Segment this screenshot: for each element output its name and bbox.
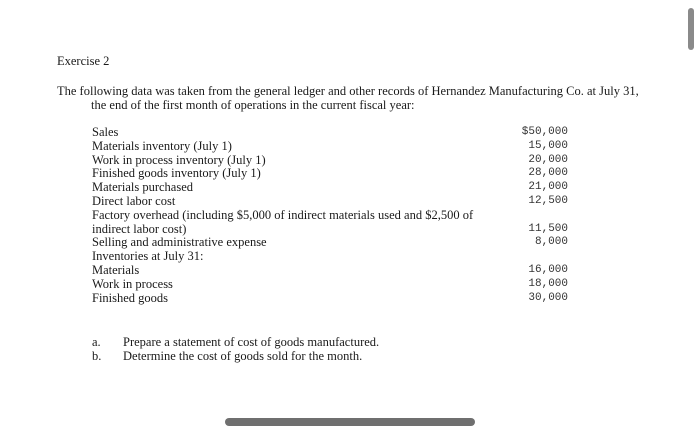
ledger-label: Materials inventory (July 1) — [92, 138, 232, 153]
ledger-table — [92, 126, 568, 305]
ledger-row — [92, 264, 568, 278]
ledger-label: Materials — [92, 262, 140, 277]
ledger-row — [92, 167, 568, 181]
ledger-amount: 28,000 — [528, 167, 568, 180]
ledger-row — [92, 292, 568, 306]
ledger-label: Selling and administrative expense — [92, 235, 267, 250]
task-text: Determine the cost of goods sold for the month. — [123, 349, 363, 363]
ledger-row — [92, 140, 568, 154]
ledger-amount: $50,000 — [521, 126, 568, 138]
task-text: Prepare a statement of cost of goods manufactured. — [123, 335, 380, 349]
task-letter: a. — [92, 335, 101, 349]
ledger-row — [92, 236, 568, 250]
ledger-row — [92, 209, 568, 223]
ledger-label: Factory overhead (including $5,000 of indirect materials used and $2,500 of — [92, 207, 474, 222]
ledger-label: Work in process inventory (July 1) — [92, 152, 266, 167]
ledger-row — [92, 223, 568, 237]
ledger-label: Materials purchased — [92, 180, 194, 195]
ledger-label: Direct labor cost — [92, 193, 176, 208]
exercise-title: Exercise 2 — [57, 54, 110, 68]
ledger-amount: 16,000 — [528, 263, 568, 276]
ledger-label: Sales — [92, 125, 119, 139]
ledger-amount: 18,000 — [528, 277, 568, 290]
ledger-amount: 30,000 — [528, 291, 568, 304]
ledger-amount: 11,500 — [528, 222, 568, 235]
ledger-label: Finished goods — [92, 290, 169, 305]
ledger-amount: 21,000 — [528, 181, 568, 194]
exercise-intro: The following data was taken from the general ledger and other records of Hernandez Manufacturing Co. at July 31, the end of the first month of operations in the current fiscal year: — [57, 84, 639, 112]
ledger-row — [92, 126, 568, 140]
ledger-amount: 12,500 — [528, 194, 568, 207]
task-letter: b. — [92, 349, 102, 363]
ledger-amount: 20,000 — [528, 153, 568, 166]
ledger-amount: 15,000 — [528, 139, 568, 152]
ledger-row — [92, 181, 568, 195]
ledger-row — [92, 195, 568, 209]
ledger-label: Finished goods inventory (July 1) — [92, 166, 261, 181]
ledger-row — [92, 278, 568, 292]
ledger-row — [92, 154, 568, 168]
ledger-label: Work in process — [92, 276, 173, 291]
ledger-label: Inventories at July 31: — [92, 249, 204, 264]
ledger-label: indirect labor cost) — [92, 221, 187, 236]
ledger-amount: 8,000 — [534, 236, 568, 249]
vertical-scrollbar[interactable] — [688, 8, 694, 50]
horizontal-scrollbar[interactable] — [225, 418, 475, 426]
ledger-row — [92, 250, 568, 264]
